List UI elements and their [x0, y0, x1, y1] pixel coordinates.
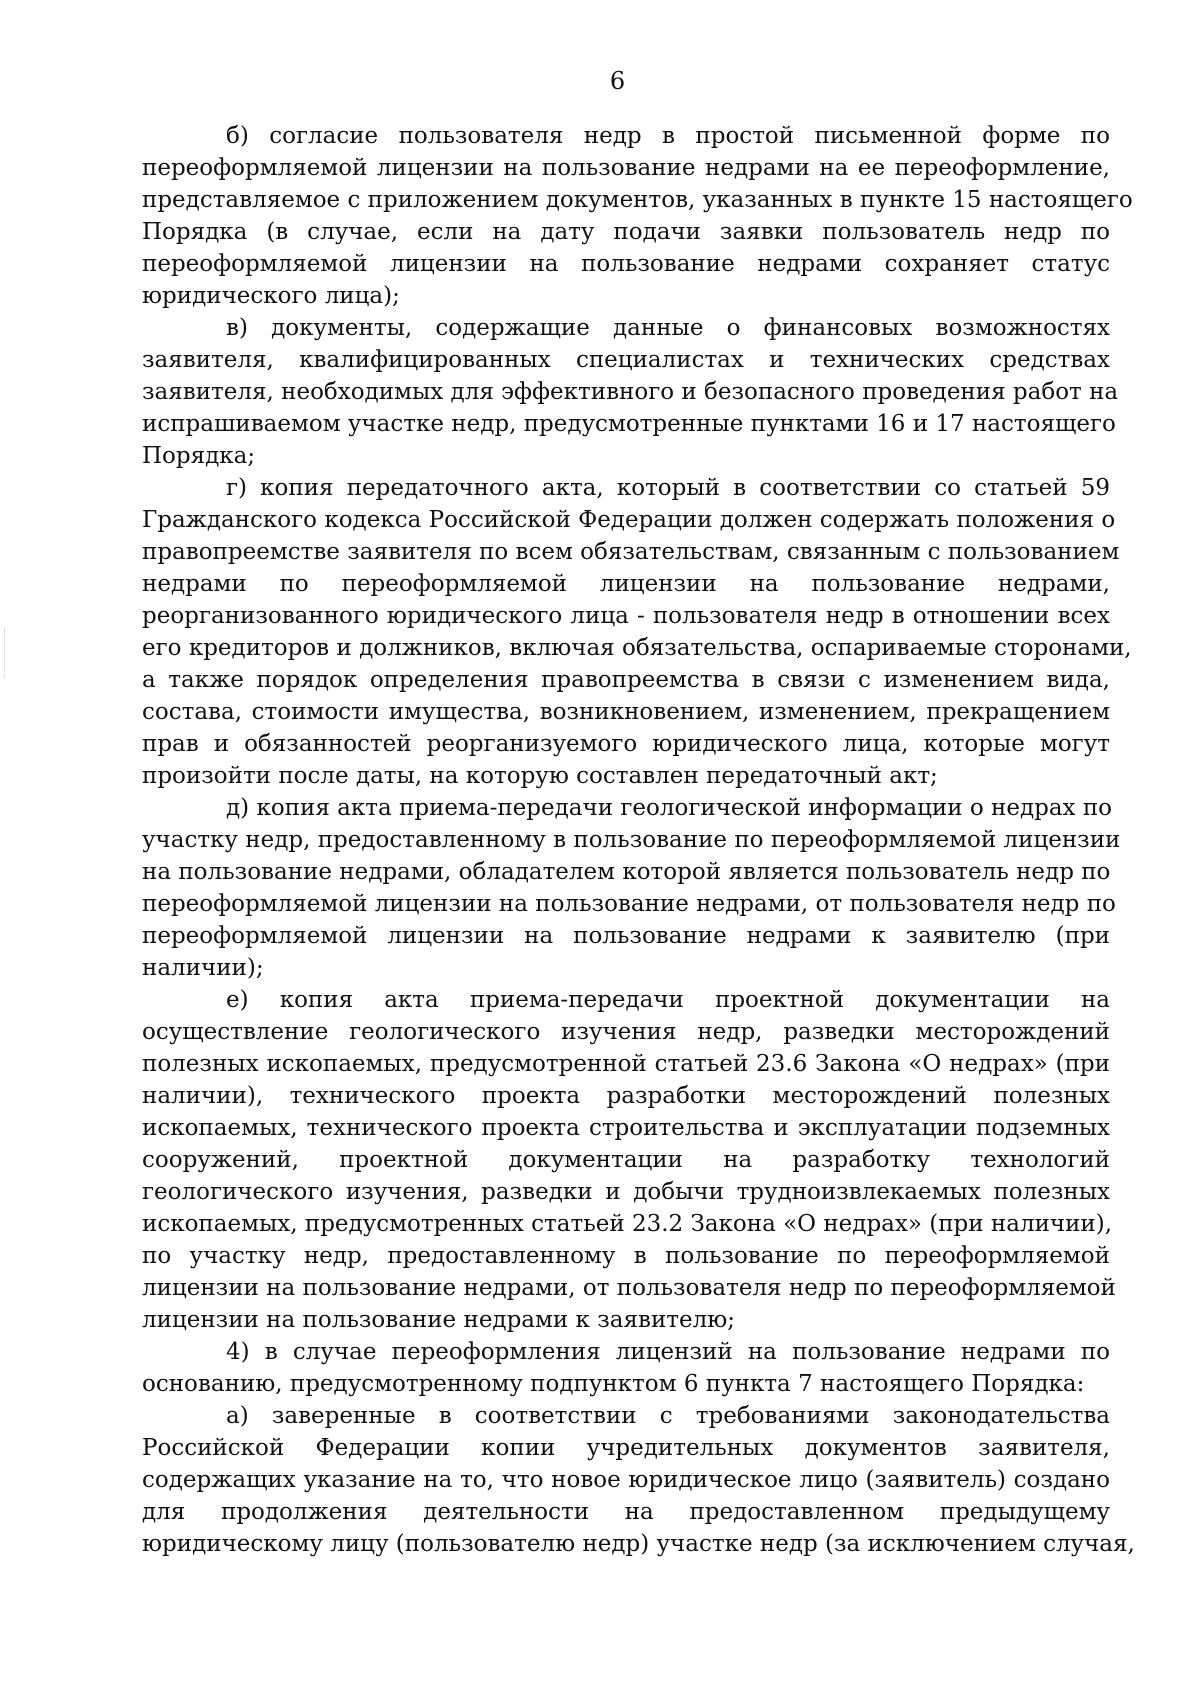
text-line: в) документы, содержащие данные о финансовых возможностях	[226, 315, 1110, 341]
text-line: геологического изучения, разведки и добычи трудноизвлекаемых полезных	[142, 1179, 1110, 1205]
text-line: для продолжения деятельности на предоставленном предыдущему	[142, 1499, 1110, 1525]
text-line: переоформляемой лицензии на пользование недрами сохраняет статус	[142, 251, 1110, 277]
text-line: лицензии на пользование недрами, от пользователя недр по переоформляемой	[142, 1275, 1116, 1301]
text-line: заявителя, квалифицированных специалистах и технических средствах	[142, 347, 1110, 373]
text-line: по участку недр, предоставленному в пользование по переоформляемой	[142, 1243, 1110, 1269]
text-line: Порядка;	[142, 443, 256, 469]
paragraph	[142, 984, 1116, 1336]
text-line: г) копия передаточного акта, который в соответствии со статьей 59	[226, 475, 1110, 501]
text-line: содержащих указание на то, что новое юридическое лицо (заявитель) создано	[142, 1467, 1110, 1493]
text-line: а также порядок определения правопреемства в связи с изменением вида,	[142, 667, 1110, 693]
text-line: осуществление геологического изучения недр, разведки месторождений	[142, 1019, 1110, 1045]
text-line: недрами по переоформляемой лицензии на пользование недрами,	[142, 571, 1110, 597]
text-line: основанию, предусмотренному подпунктом 6 пункта 7 настоящего Порядка:	[142, 1371, 1085, 1397]
text-line: е) копия акта приема-передачи проектной документации на	[226, 987, 1110, 1013]
text-line: переоформляемой лицензии на пользование недрами, от пользователя недр по	[142, 891, 1116, 917]
text-line: юридического лица);	[142, 283, 400, 309]
text-line: а) заверенные в соответствии с требованиями законодательства	[226, 1403, 1110, 1429]
text-line: д) копия акта приема-передачи геологической информации о недрах по	[226, 795, 1113, 821]
text-line: реорганизованного юридического лица - пользователя недр в отношении всех	[142, 603, 1110, 629]
text-line: испрашиваемом участке недр, предусмотренные пунктами 16 и 17 настоящего	[142, 411, 1116, 437]
text-line: прав и обязанностей реорганизуемого юридического лица, которые могут	[142, 731, 1110, 757]
text-line: представляемое с приложением документов, указанных в пункте 15 настоящего	[142, 187, 1133, 213]
page-number: 6	[609, 67, 626, 95]
text-line: правопреемстве заявителя по всем обязательствам, связанным с пользованием	[142, 539, 1120, 565]
text-line: на пользование недрами, обладателем которой является пользователь недр по	[142, 859, 1111, 885]
text-line: сооружений, проектной документации на разработку технологий	[142, 1147, 1110, 1173]
text-line: его кредиторов и должников, включая обязательства, оспариваемые сторонами,	[142, 635, 1132, 661]
document-body	[142, 120, 1135, 1560]
text-line: произойти после даты, на которую составлен передаточный акт;	[142, 763, 938, 789]
text-line: Гражданского кодекса Российской Федерации должен содержать положения о	[142, 507, 1116, 533]
text-line: лицензии на пользование недрами к заявителю;	[142, 1307, 736, 1333]
text-line: 4) в случае переоформления лицензий на пользование недрами по	[226, 1339, 1110, 1365]
text-line: состава, стоимости имущества, возникновением, изменением, прекращением	[142, 699, 1110, 725]
text-line: заявителя, необходимых для эффективного и безопасного проведения работ на	[142, 379, 1119, 405]
text-line: ископаемых, предусмотренных статьей 23.2 Закона «О недрах» (при наличии),	[142, 1211, 1113, 1237]
paragraph	[142, 472, 1132, 792]
text-line: переоформляемой лицензии на пользование недрами к заявителю (при	[142, 923, 1110, 949]
text-line: наличии), технического проекта разработки месторождений полезных	[142, 1083, 1110, 1109]
text-line: участку недр, предоставленному в пользование по переоформляемой лицензии	[142, 827, 1121, 853]
text-line: наличии);	[142, 955, 264, 981]
paragraph	[142, 120, 1133, 312]
text-line: юридическому лицу (пользователю недр) участке недр (за исключением случая,	[142, 1531, 1135, 1557]
paragraph	[142, 792, 1121, 984]
paragraph	[142, 1400, 1135, 1560]
text-line: б) согласие пользователя недр в простой письменной форме по	[226, 123, 1110, 149]
text-line: переоформляемой лицензии на пользование недрами на ее переоформление,	[142, 155, 1110, 181]
text-line: ископаемых, технического проекта строительства и эксплуатации подземных	[142, 1115, 1110, 1141]
text-line: Порядка (в случае, если на дату подачи заявки пользователь недр по	[142, 219, 1110, 245]
text-line: полезных ископаемых, предусмотренной статьей 23.6 Закона «О недрах» (при	[142, 1051, 1110, 1077]
text-line: Российской Федерации копии учредительных документов заявителя,	[142, 1435, 1110, 1461]
scan-margin-mark	[4, 628, 7, 678]
paragraph	[142, 312, 1119, 472]
paragraph	[142, 1336, 1110, 1400]
